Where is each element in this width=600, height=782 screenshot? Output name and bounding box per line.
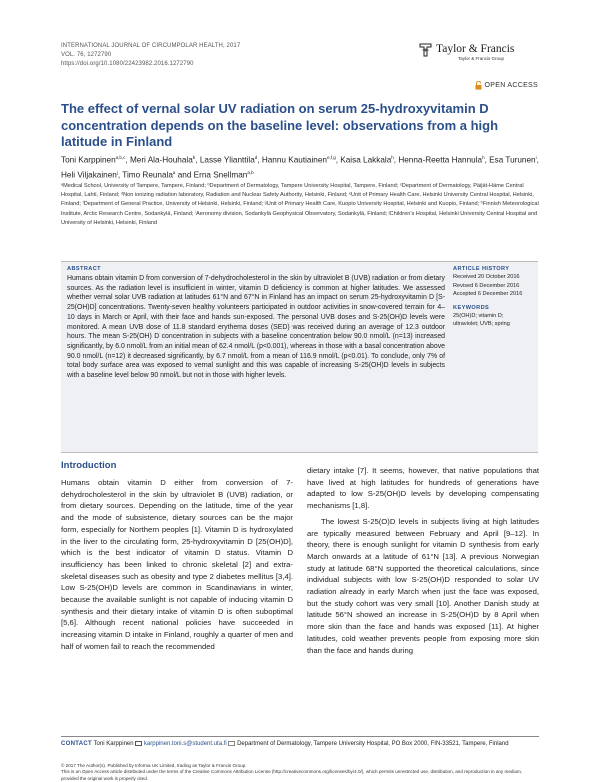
author-affil-sup: j — [116, 170, 118, 176]
abstract-label: ABSTRACT — [67, 266, 101, 272]
author-affil-sup: i — [535, 155, 537, 160]
contact-email[interactable]: karppinen.toni.s@student.uta.fi — [143, 741, 227, 747]
publisher-group: Taylor & Francis Group — [458, 56, 505, 61]
history-line: Accepted 6 December 2016 — [453, 291, 523, 297]
history-line: Revised 6 December 2016 — [453, 282, 520, 289]
author-affil-sup: a,b — [247, 170, 254, 176]
author-name: Henna-Reetta Hannula — [398, 155, 483, 165]
intro-paragraph: dietary intake [7]. It seems, however, that native populations that have lived at high latitudes for hundreds of generations have adapted to low S-25(OH)D levels by developing compensating mechanisms [1,8]. — [307, 466, 539, 511]
open-lock-icon — [475, 81, 482, 90]
author-affil-sup: e,f,g — [326, 155, 336, 160]
author-name: Erna Snellman — [193, 170, 248, 180]
author-name: Esa Turunen — [489, 155, 536, 165]
journal-doi[interactable]: https://doi.org/10.1080/22423982.2016.1272790 — [61, 61, 194, 67]
publisher-name: Taylor & Francis — [436, 43, 515, 55]
contact-label: CONTACT — [61, 741, 92, 747]
contact-address: Department of Dermatology, Tampere University Hospital, PO Box 2000, FIN-33521, Tampere, Finland — [237, 741, 509, 747]
abstract-text: Humans obtain vitamin D from conversion of 7-dehydrocholesterol in the skin by ultraviolet B (UVB) radiation or from dietary sources. As the radiation level is insufficient in winter, vitamin D deficiency is common at higher latitudes. We assessed whether vernal solar UVB radiation at latitudes 61°N and 67°N in Finland has an impact on serum 25-hydroxyvitamin D [S-25(OH)D] concentrations. Twenty-seven healthy volunteers participated in outdoor activities in snow-covered terrain for 4–10 days in March or April, with their face and hands sun-exposed. The personal UVB doses and S-25(OH)D levels were monitored. A mean UVB dose of 11.8 standard erythema doses (SED) was received during an average of 12.3 outdoor hours. The mean S-25(OH) D concentration in subjects with a baseline concentration below 90.0 nmol/L (n=13) increased significantly, by 6.0 nmol/L from an initial mean of 62.4 nmol/L (p<0.001), whereas in those with a basal concentration above 90.0 nmol/L (n=12) it decreased significantly, by 6.7 nmol/L from a mean of 116.9 nmol/L (p<0.01). To conclude, only 7% of total body surface area was exposed to vernal sunlight and this was capable of increasing S-25(OH)D levels in subjects with a baseline level below 90 nmol/L but not in those with higher levels. — [67, 275, 445, 380]
address-icon — [228, 741, 235, 746]
tf-logo-icon — [418, 42, 433, 58]
author-name: Hannu Kautiainen — [261, 155, 327, 165]
right-column — [307, 465, 539, 660]
intro-paragraph: The lowest S-25(O)D levels in subjects living at high latitudes are typically measured between February and April [9–12]. In theory, there is enough sunlight for vitamin D synthesis from early March onwards at a latitude of 61°N [13]. A previous Norwegian study at latitude 68°N supported the theoretical calculations, since individual subjects with low S-25(OH)D responded to solar UV radiation already in early March when just the face was exposed, but the study cohort was very small [10]. Another Danish study at latitude 56°N showed an increase in S-25(OH)D by 8 April when more skin than the face and hands was exposed [11]. At higher latitudes, cold weather prevents people from exposing more skin than the face and hands during — [307, 516, 539, 655]
open-access-label: OPEN ACCESS — [484, 82, 538, 89]
intro-paragraph: Humans obtain vitamin D either from conversion of 7-dehydrocholesterol in the skin by ultraviolet B (UVB) radiation, or from dietary sources. Depending on the latitude, time of the year and the mode of subsistence, dietary sources can be the major form, especially for Northern peoples [1]. Vitamin D is hydroxylated in the liver to the circulating form, 25-hydroxyvitamin D [25(OH)D], which is the best indicator of vitamin D status. Vitamin D insufficiency has been linked to chronic skeletal [2] and extra-skeletal diseases such as obesity and type 2 diabetes mellitus [3,4]. Low S-25(OH)D levels are common in Scandinavians in winter, because the available sunlight is not capable of inducing vitamin D synthesis and their dietary intake of vitamin D is often suboptimal [5,6]. Although recent national policies have succeeded in increasing vitamin D intake in Finland, roughly a quarter of men and half of women fail to reach the recommended — [61, 478, 293, 651]
author-affil-sup: h — [482, 155, 485, 160]
keywords-line: ultraviolet; UVB; spring — [453, 321, 510, 327]
introduction-heading: Introduction — [61, 460, 117, 471]
author-list: Toni Karppinen$^{a,b,c}$, Meri Ala-Houhala$^b$, Lasse Ylianttila$^d$, Hannu Kautiainen$^{e,f,g}$, Kaisa Lakkala$^h$, Henna-Reetta Hannula$^h$, Esa Turunen$^i$, Heli Viljakainen$^j$, Timo Reunala$^a$ and Erna Snellman$^{a,b}$ — [61, 155, 539, 180]
article-sidebar — [453, 266, 535, 329]
keywords-line: 25(OH)D; vitamin D; — [453, 312, 504, 319]
author-affil-sup: a — [172, 170, 176, 176]
contact-name: Toni Karppinen — [93, 741, 134, 747]
contact-line — [61, 740, 539, 748]
author-affil-sup: h — [391, 155, 394, 160]
journal-volume: VOL. 76, 1272790 — [61, 52, 112, 58]
article-title: The effect of vernal solar UV radiation on serum 25-hydroxyvitamin D concentration depends on the baseline level: observations from a high latitude in Finland — [61, 101, 499, 149]
keywords-label: KEYWORDS — [453, 304, 490, 311]
affiliations: ᵃMedical School, University of Tampere, Tampere, Finland; ᵇDepartment of Dermatology, Tampere University Hospital, Tampere, Finland; ᶜDepartment of Dermatology, Päijät-Häme Central Hospital, Lahti, Finland; ᵈNon ionizing radiation laboratory, Radiation and Nuclear Safety Authority, Helsinki, Finland; ᵉUnit of Primary Health Care, Helsinki University Central Hospital, Helsinki, Finland; ᶠDepartment of General Practice, University of Helsinki, Helsinki, Finland; ᵍUnit of Primary Health Care, Kuopio University Hospital, Helsinki and Kuopio, Finland; ʰFinnish Meteorological Institute, Arctic Research Centre, Sodankylä, Finland; ⁱAeronomy division, Sodankylä Geophysical Observatory, Sodankylä, Finland; ʲChildren's Hospital, Helsinki University Central Hospital and University of Helsinki, Helsinki, Finland — [61, 183, 539, 226]
email-icon — [135, 741, 142, 746]
author-name: Kaisa Lakkala — [340, 155, 392, 165]
abstract-box — [61, 261, 538, 453]
copyright-line: © 2017 The Author(s). Published by Informa UK Limited, trading as Taylor & Francis Group. — [61, 763, 247, 768]
author-name: Heli Viljakainen — [61, 170, 117, 180]
author-name: Toni Karppinen — [61, 155, 116, 165]
author-affil-sup: d — [254, 155, 258, 160]
history-line: Received 20 October 2016 — [453, 274, 520, 280]
author-name: Lasse Ylianttila — [199, 155, 255, 165]
journal-name: INTERNATIONAL JOURNAL OF CIRCUMPOLAR HEALTH, 2017 — [61, 43, 241, 49]
journal-info — [61, 42, 240, 69]
left-column — [61, 453, 293, 657]
publisher-logo[interactable] — [418, 42, 538, 64]
open-access-badge — [475, 81, 538, 90]
author-affil-sup: b — [192, 155, 196, 160]
footer-contact — [61, 736, 539, 748]
author-affil-sup: a,b,c — [115, 155, 126, 160]
copyright — [61, 763, 539, 782]
article-history-label: ARTICLE HISTORY — [453, 266, 510, 272]
abstract-section — [67, 266, 445, 381]
author-name: Meri Ala-Houhala — [129, 155, 193, 165]
author-name: Timo Reunala — [122, 170, 173, 180]
license-line: This is an Open Access article distributed under the terms of the Creative Commons Attribution License (http://creativecommons.org/licenses/by/4.0/), which permits unrestricted use, distribution, and reproduction in any medium, provided the original work is properly cited. — [61, 769, 523, 781]
